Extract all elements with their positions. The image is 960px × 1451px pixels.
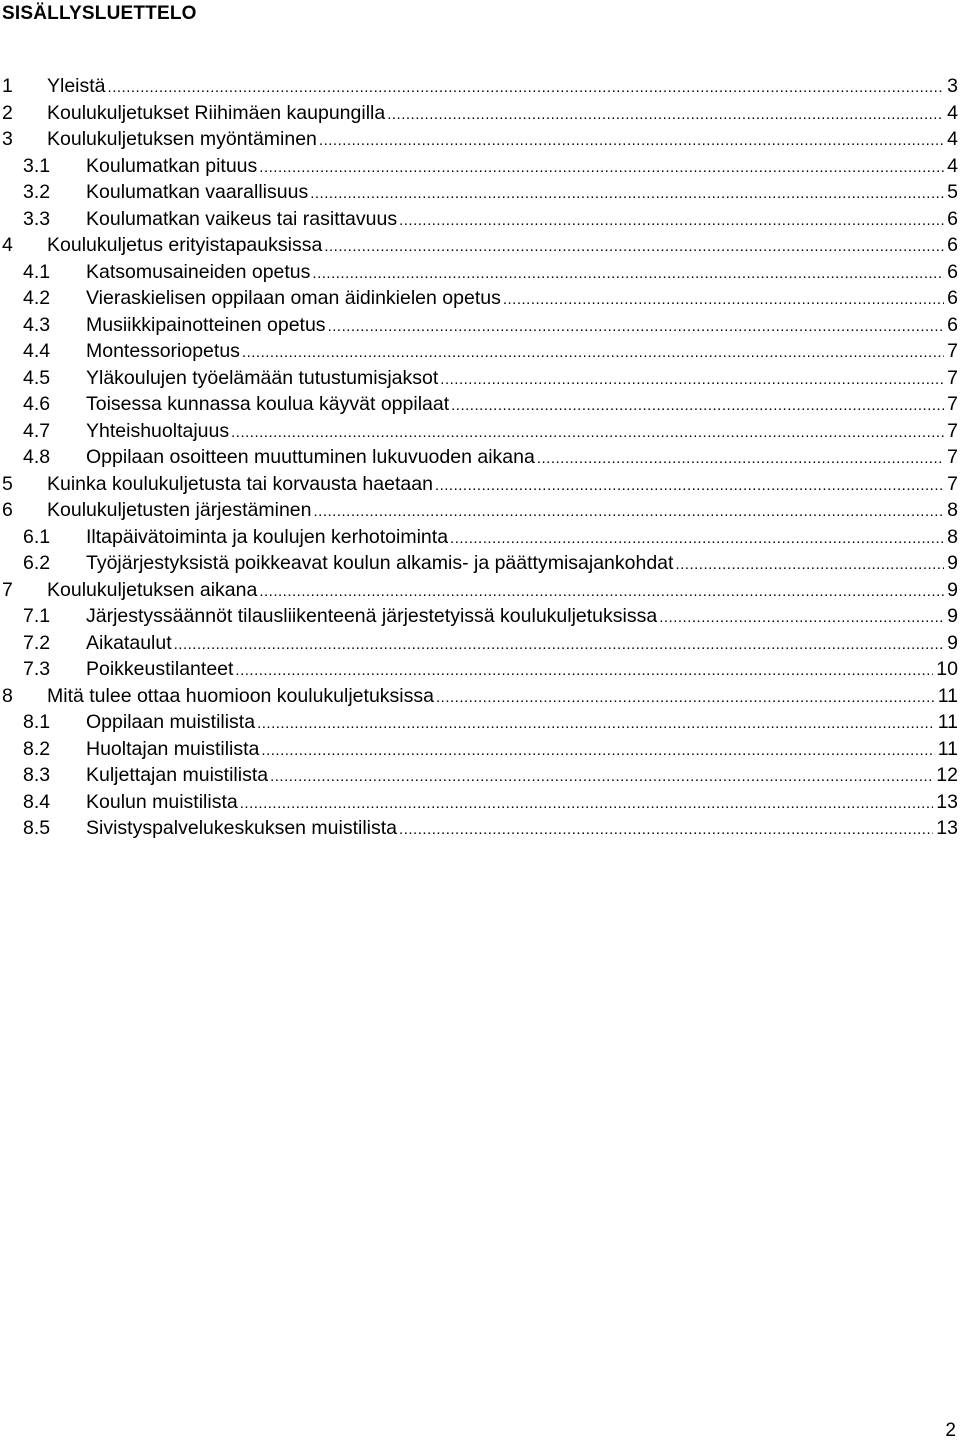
toc-entry-page-number: 6 — [947, 234, 958, 256]
toc-entry[interactable] — [0, 259, 960, 286]
toc-entry-title: Iltapäivätoiminta ja koulujen kerhotoiminta — [86, 525, 449, 548]
toc-dot-leader — [503, 285, 944, 314]
toc-entry[interactable] — [0, 126, 960, 153]
toc-entry-title: Kuinka koulukuljetusta tai korvausta haetaan — [47, 472, 433, 495]
toc-entry[interactable] — [0, 444, 960, 471]
toc-dot-leader — [108, 73, 945, 102]
toc-entry-number: 8.3 — [23, 764, 51, 786]
toc-entry-page-number: 6 — [947, 207, 958, 230]
page-title: SISÄLLYSLUETTELO — [2, 3, 197, 24]
toc-entry-title: Montessoriopetus — [86, 340, 240, 362]
toc-entry-number: 7 — [2, 578, 13, 601]
toc-entry-title: Musiikkipainotteinen opetus — [86, 313, 326, 336]
toc-entry-title: Oppilaan osoitteen muuttuminen lukuvuoden aikana — [86, 446, 535, 468]
toc-entry-title: Katsomusaineiden opetus — [86, 260, 311, 283]
toc-dot-leader — [314, 497, 945, 526]
toc-entry[interactable] — [0, 789, 960, 816]
toc-entry-number: 3 — [2, 128, 13, 150]
toc-entry-page-number: 6 — [947, 287, 958, 309]
toc-entry-title: Koulukuljetukset Riihimäen kaupungilla — [47, 101, 386, 124]
toc-entry[interactable] — [0, 603, 960, 630]
toc-entry[interactable] — [0, 736, 960, 763]
toc-entry-page-number: 11 — [937, 737, 958, 760]
toc-entry-number: 8.4 — [23, 790, 51, 813]
toc-entry[interactable] — [0, 656, 960, 683]
toc-entry-title: Vieraskielisen oppilaan oman äidinkielen opetus — [86, 287, 501, 309]
toc-entry-title: Koulukuljetuksen aikana — [47, 578, 258, 601]
toc-dot-leader — [261, 736, 934, 765]
toc-entry-number: 3.2 — [23, 181, 51, 203]
toc-entry-number: 4 — [2, 234, 13, 256]
toc-entry[interactable] — [0, 179, 960, 206]
toc-entry-page-number: 6 — [947, 313, 958, 336]
toc-entry-page-number: 7 — [947, 340, 958, 362]
toc-dot-leader — [257, 709, 935, 738]
toc-entry[interactable] — [0, 232, 960, 259]
toc-entry-number: 4.5 — [23, 366, 51, 389]
toc-dot-leader — [324, 232, 944, 261]
toc-entry-page-number: 9 — [947, 578, 958, 601]
toc-entry-page-number: 10 — [936, 658, 958, 680]
toc-dot-leader — [310, 179, 944, 208]
toc-entry-number: 4.6 — [23, 393, 51, 415]
toc-entry[interactable] — [0, 471, 960, 498]
toc-entry-title: Oppilaan muistilista — [86, 711, 256, 733]
toc-dot-leader — [537, 444, 944, 473]
toc-dot-leader — [659, 603, 944, 632]
toc-entry-page-number: 4 — [947, 101, 958, 124]
toc-entry-title: Aikataulut — [86, 631, 172, 654]
toc-entry-title: Yleistä — [47, 75, 106, 97]
toc-entry-title: Sivistyspalvelukeskuksen muistilista — [86, 817, 398, 839]
toc-entry-number: 2 — [2, 101, 13, 124]
toc-entry[interactable] — [0, 497, 960, 524]
toc-entry-number: 4.7 — [23, 419, 51, 442]
toc-dot-leader — [436, 683, 935, 712]
toc-entry[interactable] — [0, 365, 960, 392]
toc-dot-leader — [240, 789, 934, 818]
toc-entry-number: 7.1 — [23, 605, 51, 627]
toc-entry-title: Poikkeustilanteet — [86, 658, 234, 680]
toc-entry-number: 8 — [2, 684, 13, 707]
toc-entry[interactable] — [0, 391, 960, 418]
toc-entry-page-number: 7 — [947, 419, 958, 442]
toc-entry-page-number: 8 — [947, 499, 958, 521]
toc-entry-number: 8.2 — [23, 737, 51, 760]
toc-dot-leader — [270, 762, 933, 791]
toc-entry[interactable] — [0, 312, 960, 339]
toc-entry-number: 6 — [2, 499, 13, 521]
toc-entry-page-number: 8 — [947, 525, 958, 548]
toc-dot-leader — [675, 550, 944, 579]
toc-entry[interactable] — [0, 709, 960, 736]
toc-entry-number: 3.1 — [23, 154, 51, 177]
toc-entry-title: Mitä tulee ottaa huomioon koulukuljetuksissa — [47, 684, 434, 707]
toc-entry-page-number: 6 — [947, 260, 958, 283]
toc-entry-number: 7.3 — [23, 658, 51, 680]
toc-entry-page-number: 7 — [947, 446, 958, 468]
toc-entry-title: Koulukuljetusten järjestäminen — [47, 499, 312, 521]
toc-dot-leader — [399, 206, 944, 235]
toc-entry-number: 4.3 — [23, 313, 51, 336]
toc-entry-number: 6.1 — [23, 525, 51, 548]
toc-entry-number: 8.5 — [23, 817, 51, 839]
toc-dot-leader — [440, 365, 944, 394]
toc-entry[interactable] — [0, 683, 960, 710]
toc-entry-title: Koulukuljetuksen myöntäminen — [47, 128, 317, 150]
toc-entry-title: Järjestyssäännöt tilausliikenteenä järjestetyissä koulukuljetuksissa — [86, 605, 658, 627]
toc-entry[interactable] — [0, 550, 960, 577]
toc-entry-number: 1 — [2, 75, 13, 97]
toc-entry-title: Koulumatkan pituus — [86, 154, 258, 177]
toc-entry[interactable] — [0, 418, 960, 445]
toc-entry-page-number: 7 — [947, 393, 958, 415]
toc-entry-page-number: 9 — [947, 605, 958, 627]
toc-entry-number: 5 — [2, 472, 13, 495]
toc-dot-leader — [312, 259, 944, 288]
toc-dot-leader — [174, 630, 945, 659]
toc-entry-title: Yläkoulujen työelämään tutustumisjaksot — [86, 366, 439, 389]
toc-entry-number: 4.8 — [23, 446, 51, 468]
toc-entry-page-number: 7 — [947, 366, 958, 389]
toc-entry[interactable] — [0, 100, 960, 127]
toc-entry-title: Koulumatkan vaarallisuus — [86, 181, 309, 203]
toc-entry-number: 8.1 — [23, 711, 51, 733]
toc-entry-title: Työjärjestyksistä poikkeavat koulun alkamis- ja päättymisajankohdat — [86, 552, 674, 574]
toc-dot-leader — [231, 418, 944, 447]
toc-dot-leader — [450, 524, 944, 553]
toc-entry-number: 3.3 — [23, 207, 51, 230]
toc-entry-number: 7.2 — [23, 631, 51, 654]
toc-dot-leader — [451, 391, 944, 420]
toc-entry[interactable] — [0, 338, 960, 365]
toc-entry[interactable] — [0, 630, 960, 657]
toc-entry-page-number: 13 — [936, 817, 958, 839]
toc-entry-page-number: 4 — [947, 128, 958, 150]
toc-entry-title: Koulukuljetus erityistapauksissa — [47, 234, 323, 256]
toc-dot-leader — [399, 815, 933, 844]
toc-entry[interactable] — [0, 524, 960, 551]
toc-entry-title: Kuljettajan muistilista — [86, 764, 269, 786]
toc-entry-title: Yhteishuoltajuus — [86, 419, 230, 442]
toc-entry[interactable] — [0, 815, 960, 842]
toc-dot-leader — [319, 126, 944, 155]
toc-entry-number: 6.2 — [23, 552, 51, 574]
toc-dot-leader — [328, 312, 945, 341]
toc-entry-title: Toisessa kunnassa koulua käyvät oppilaat — [86, 393, 450, 415]
toc-entry[interactable] — [0, 577, 960, 604]
toc-entry[interactable] — [0, 153, 960, 180]
toc-entry-title: Huoltajan muistilista — [86, 737, 260, 760]
toc-entry[interactable] — [0, 206, 960, 233]
footer-page-number: 2 — [945, 1420, 956, 1441]
toc-entry-page-number: 5 — [947, 181, 958, 203]
toc-entry-page-number: 3 — [947, 75, 958, 97]
toc-entry-page-number: 12 — [936, 764, 958, 786]
toc-entry-title: Koulun muistilista — [86, 790, 238, 813]
toc-entry-page-number: 11 — [937, 711, 958, 733]
toc-dot-leader — [435, 471, 944, 500]
toc-entry[interactable] — [0, 73, 960, 100]
toc-dot-leader — [387, 100, 944, 129]
toc-entry-number: 4.1 — [23, 260, 51, 283]
toc-entry-number: 4.4 — [23, 340, 51, 362]
toc-entry-page-number: 9 — [947, 631, 958, 654]
toc-entry-title: Koulumatkan vaikeus tai rasittavuus — [86, 207, 398, 230]
toc-entry-page-number: 7 — [947, 472, 958, 495]
toc-dot-leader — [235, 656, 933, 685]
toc-entry-page-number: 4 — [947, 154, 958, 177]
toc-dot-leader — [259, 153, 944, 182]
table-of-contents — [0, 73, 960, 842]
toc-entry-number: 4.2 — [23, 287, 51, 309]
toc-entry[interactable] — [0, 285, 960, 312]
toc-dot-leader — [242, 338, 944, 367]
toc-dot-leader — [259, 577, 944, 606]
toc-entry-page-number: 11 — [937, 684, 958, 707]
toc-entry[interactable] — [0, 762, 960, 789]
toc-entry-page-number: 9 — [947, 552, 958, 574]
toc-entry-page-number: 13 — [936, 790, 958, 813]
